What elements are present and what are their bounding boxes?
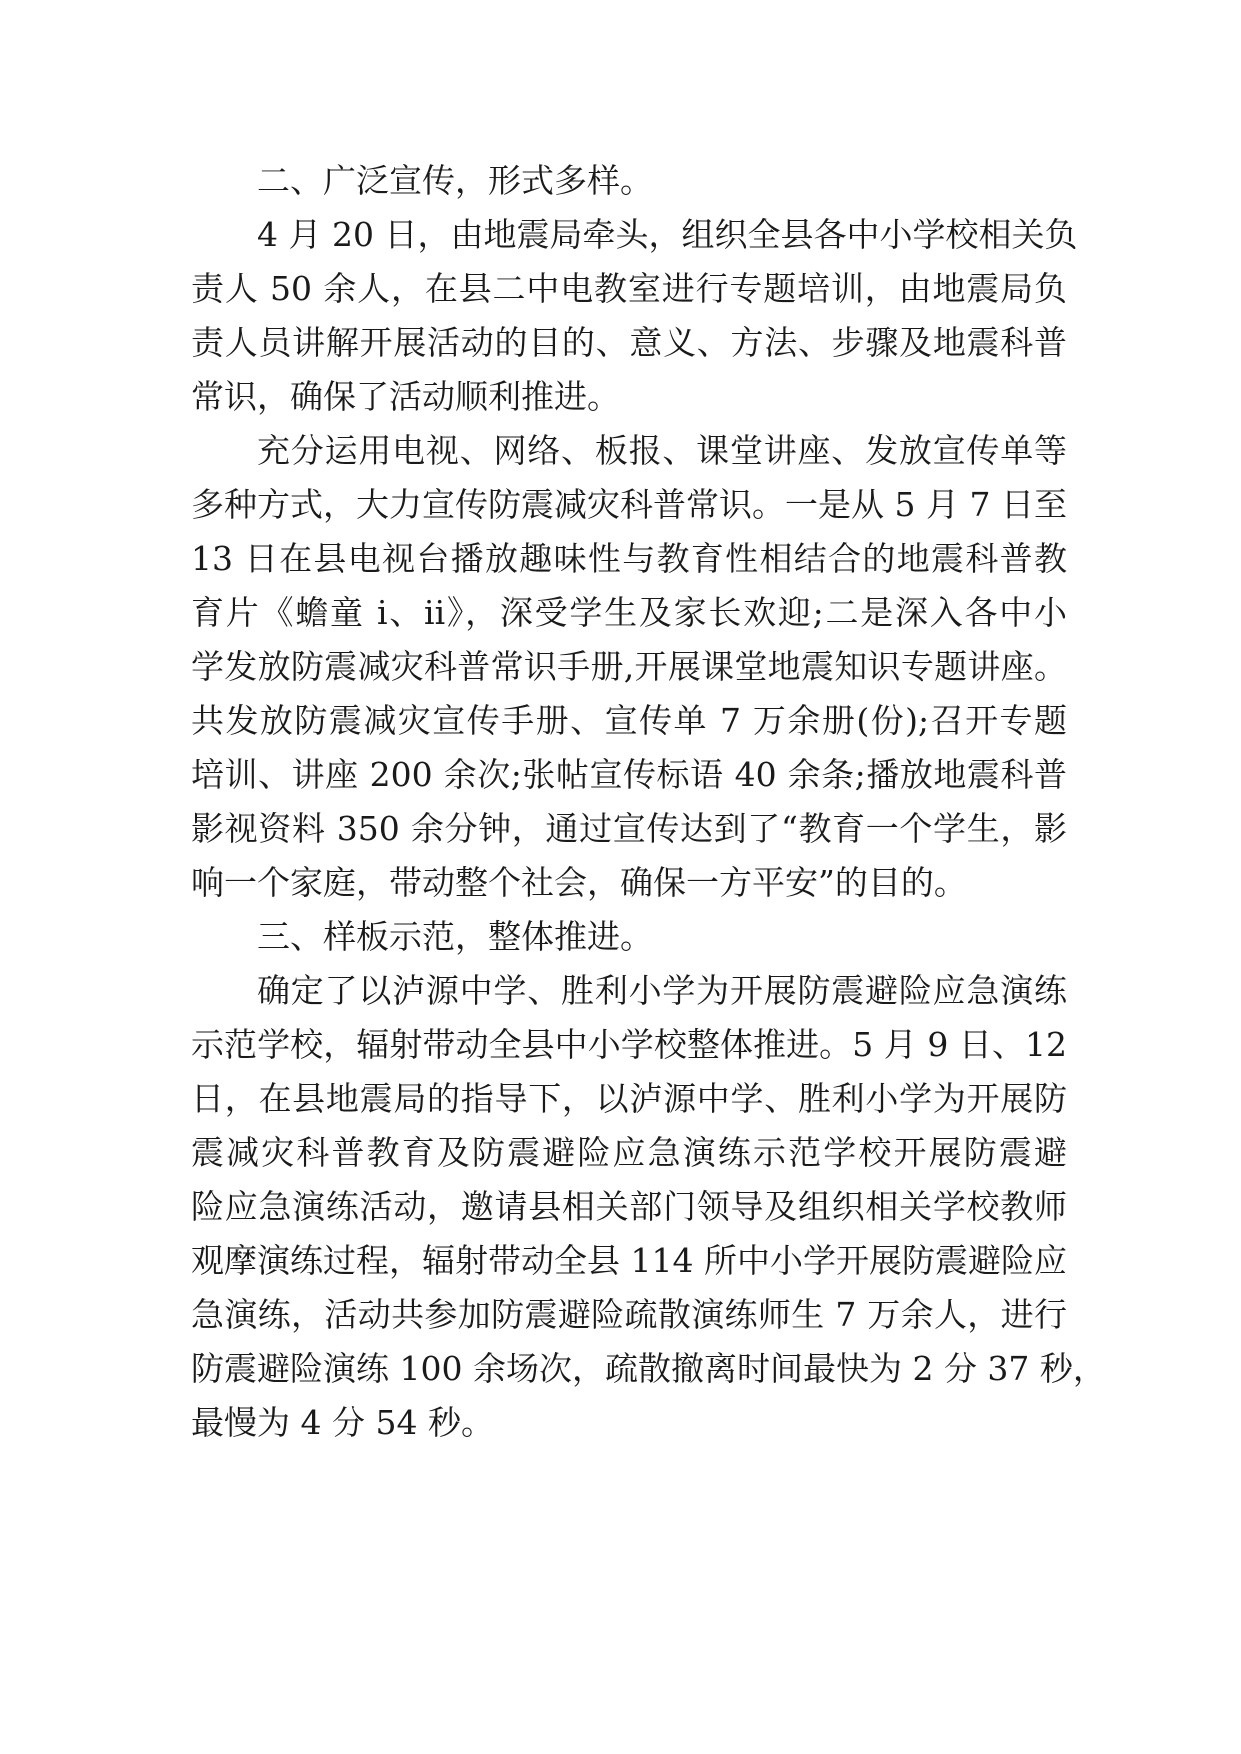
paragraph-line: 4 月 20 日，由地震局牵头，组织全县各中小学校相关负	[257, 215, 1078, 254]
document-body	[191, 154, 1106, 1450]
paragraph-line: 责人员讲解开展活动的目的、意义、方法、步骤及地震科普	[191, 323, 1067, 362]
paragraph-line: 常识，确保了活动顺利推进。	[191, 377, 620, 416]
paragraph-line: 响一个家庭，带动整个社会，确保一方平安”的目的。	[191, 863, 967, 902]
paragraph-line: 日，在县地震局的指导下，以泸源中学、胜利小学为开展防	[191, 1079, 1067, 1118]
paragraph-line: 急演练，活动共参加防震避险疏散演练师生 7 万余人，进行	[191, 1295, 1067, 1334]
paragraph-line: 共发放防震减灾宣传手册、宣传单 7 万余册(份);召开专题	[191, 701, 1067, 740]
section-heading-3: 三、样板示范，整体推进。	[257, 917, 653, 956]
paragraph-line: 育片《蟾童 i、ii》，深受学生及家长欢迎;二是深入各中小	[191, 593, 1067, 632]
section-heading-2: 二、广泛宣传，形式多样。	[257, 161, 653, 200]
paragraph-line: 震减灾科普教育及防震避险应急演练示范学校开展防震避	[191, 1133, 1067, 1172]
paragraph-line: 多种方式，大力宣传防震减灾科普常识。一是从 5 月 7 日至	[191, 485, 1067, 524]
paragraph-line: 责人 50 余人，在县二中电教室进行专题培训，由地震局负	[191, 269, 1067, 308]
paragraph-line: 最慢为 4 分 54 秒。	[191, 1403, 494, 1442]
paragraph-line: 观摩演练过程，辐射带动全县 114 所中小学开展防震避险应	[191, 1241, 1067, 1280]
paragraph-line: 示范学校，辐射带动全县中小学校整体推进。5 月 9 日、12	[191, 1025, 1067, 1064]
paragraph-line: 培训、讲座 200 余次;张帖宣传标语 40 余条;播放地震科普	[191, 755, 1067, 794]
paragraph-line: 学发放防震减灾科普常识手册,开展课堂地震知识专题讲座。	[191, 647, 1067, 686]
paragraph-line: 防震避险演练 100 余场次，疏散撤离时间最快为 2 分 37 秒，	[191, 1349, 1106, 1388]
paragraph-line: 险应急演练活动，邀请县相关部门领导及组织相关学校教师	[191, 1187, 1067, 1226]
paragraph-line: 充分运用电视、网络、板报、课堂讲座、发放宣传单等	[257, 431, 1067, 470]
paragraph-line: 确定了以泸源中学、胜利小学为开展防震避险应急演练	[257, 971, 1067, 1010]
paragraph-line: 13 日在县电视台播放趣味性与教育性相结合的地震科普教	[191, 539, 1067, 578]
paragraph-line: 影视资料 350 余分钟，通过宣传达到了“教育一个学生，影	[191, 809, 1067, 848]
